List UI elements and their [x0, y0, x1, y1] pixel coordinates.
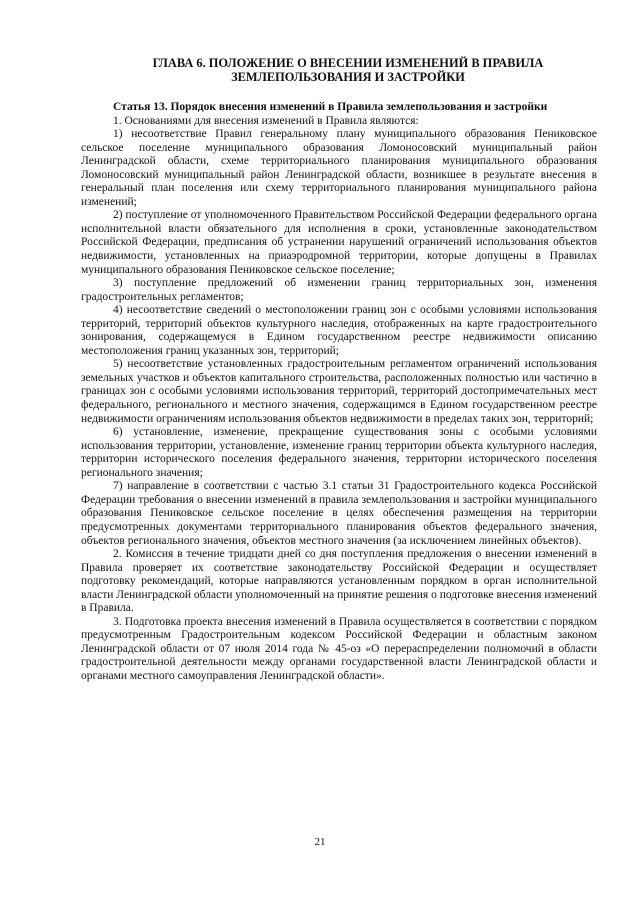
paragraph-1-6: 6) установление, изменение, прекращение существования зоны с особыми условиями использования территории, установление, изменение границ территории объекта культурного наследия, территории исторического поселения федерального значения, территории исторического поселения регионального значения; [81, 426, 597, 479]
article-body [81, 101, 597, 684]
paragraph-3: 3. Подготовка проекта внесения изменений в Правила осуществляется в соответствии с порядком предусмотренным Градостроительным кодексом Российской Федерации и областным законом Ленинградской области от 07 июля 2014 года № 45-оз «О перераспределении полномочий в области градостроительной деятельности между органами государственной власти Ленинградской области и органами местного самоуправления Ленинградской области». [81, 615, 597, 682]
paragraph-1-2: 2) поступление от уполномоченного Правительством Российской Федерации федерального органа исполнительной власти обязательного для исполнения в сроки, установленные законодательством Российской Федерации, предписания об устранении нарушений ограничений использования объектов недвижимости, установленных на приаэродромной территории, которые допущены в Правилах муниципального образования Пениковское сельское поселение; [81, 209, 597, 276]
paragraph-1-3: 3) поступление предложений об изменении границ территориальных зон, изменения градостроительных регламентов; [81, 277, 597, 303]
paragraph-1-4: 4) несоответствие сведений о местоположении границ зон с особыми условиями использования территорий, территорий объектов культурного наследия, отображенных на карте градостроительного зонирования, содержащемуся в Едином государственном реестре недвижимости описанию местоположения границ указанных зон, территорий; [81, 304, 597, 357]
paragraph-1-5: 5) несоответствие установленных градостроительным регламентом ограничений использования земельных участков и объектов капитального строительства, расположенных полностью или частично в границах зон с особыми условиями использования территорий, территорий достопримечательных мест федерального, регионального и местного значения, содержащимся в Едином государственном реестре недвижимости ограничениям использования объектов недвижимости в пределах таких зон, территорий; [81, 358, 597, 425]
paragraph-2: 2. Комиссия в течение тридцати дней со дня поступления предложения о внесении изменений в Правила проверяет их соответствие законодательству Российской Федерации и осуществляет подготовку рекомендаций, которые направляются установленным порядком в орган исполнительной власти Ленинградской области уполномоченный на принятие решения о подготовке внесения изменений в Правила. [81, 548, 597, 615]
paragraph-1-1: 1) несоответствие Правил генеральному плану муниципального образования Пениковское сельское поселение муниципального образования Ломоносовский муниципальный район Ленинградской области, схеме территориального планирования муниципального образования Ломоносовский муниципальный район Ленинградской области, возникшее в результате внесения в генеральный план поселения или схему территориального планирования муниципального района изменений; [81, 128, 597, 208]
page-number: 21 [314, 836, 326, 848]
paragraph-1: 1. Основаниями для внесения изменений в Правила являются: [113, 114, 419, 127]
chapter-title: ГЛАВА 6. ПОЛОЖЕНИЕ О ВНЕСЕНИИ ИЗМЕНЕНИЙ В ПРАВИЛА ЗЕМЛЕПОЛЬЗОВАНИЯ И ЗАСТРОЙКИ [152, 56, 544, 84]
paragraph-1-7: 7) направление в соответствии с частью 3.1 статьи 31 Градостроительного кодекса Российской Федерации требования о внесении изменений в правила землепользования и застройки муниципального образования Пениковское сельское поселение в целях обеспечения размещения на территории предусмотренных документами территориального планирования объектов федерального значения, объектов регионального значения, объектов местного значения (за исключением линейных объектов). [81, 480, 597, 547]
article-title: Статья 13. Порядок внесения изменений в Правила землепользования и застройки [113, 101, 548, 113]
